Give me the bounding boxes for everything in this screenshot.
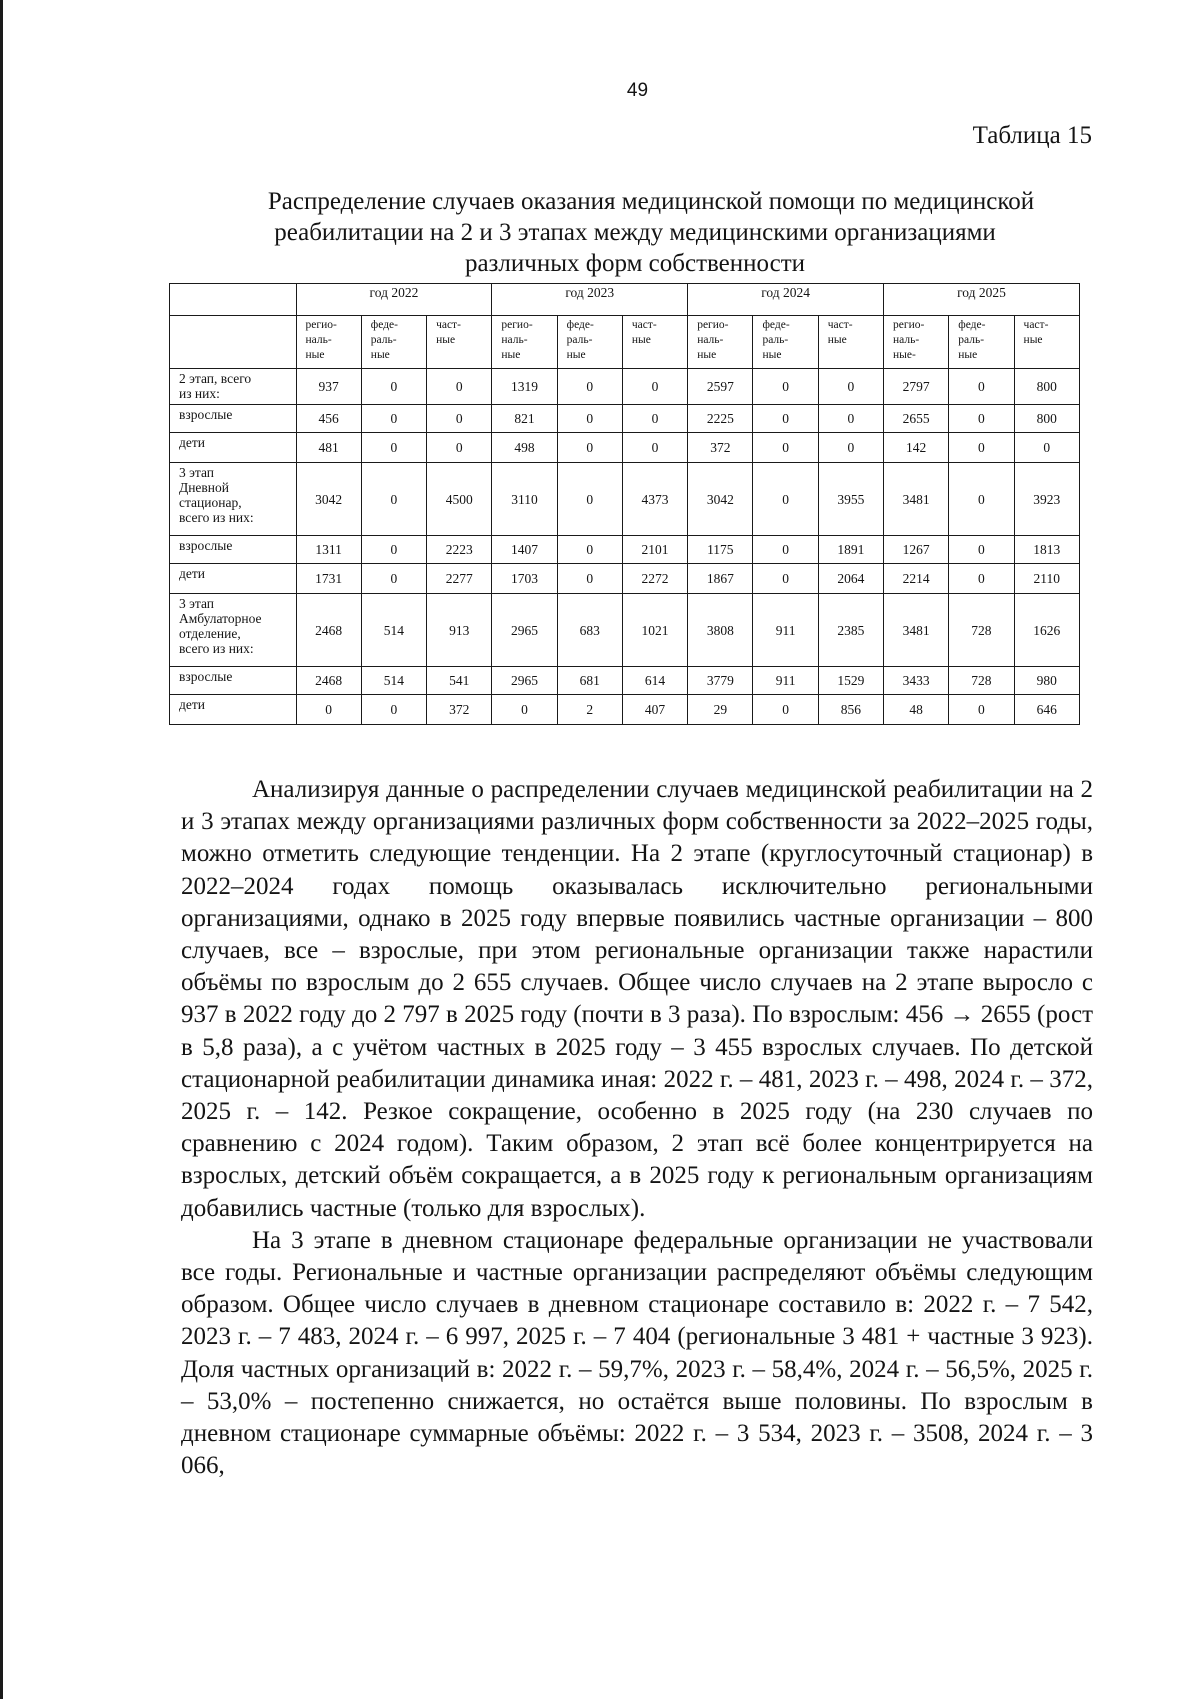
table-cell: 1021 [622,594,687,667]
table-cell: 0 [818,405,883,433]
corner-cell [170,316,297,369]
table-cell: 0 [361,433,426,463]
table-cell: 2214 [884,564,949,594]
table-cell: 3808 [688,594,753,667]
table-cell: 2110 [1014,564,1079,594]
table-cell: 937 [296,369,361,405]
ownership-header [557,316,622,369]
table-cell: 142 [884,433,949,463]
table-cell: 0 [753,564,818,594]
table-body [170,369,1080,725]
table-cell: 514 [361,667,426,695]
table-cell: 0 [361,463,426,536]
ownership-header-line: ные [436,334,456,346]
table-cell: 1311 [296,536,361,564]
table-cell: 0 [949,433,1014,463]
table-cell: 2272 [622,564,687,594]
table-cell: 0 [753,433,818,463]
year-header: год 2023 [492,284,688,316]
paragraph: Анализируя данные о распределении случаев медицинской реабилитации на 2 и 3 этапах между организациями различных форм собственности за 2022–2025 годы, можно отметить следующие тенденции. На 2 этапе (круглосуточный стационар) в 2022–2024 годах помощь оказывалась исключительно региональными организациями, однако в 2025 году впервые появились частные организации – 800 случаев, все – взрослые, при этом региональные организации также нарастили объёмы по взрослым до 2 655 случаев. Общее число случаев на 2 этапе выросло с 937 в 2022 году до 2 797 в 2025 году (почти в 3 раза). По взрослым: 456 → 2655 (рост в 5,8 раза), а с учётом частных в 2025 году – 3 455 взрослых случаев. По детской стационарной реабилитации динамика иная: 2022 г. – 481, 2023 г. – 498, 2024 г. – 372, 2025 г. – 142. Резкое сокращение, особенно в 2025 году (на 230 случаев по сравнению с 2024 годом). Таким образом, 2 этап всё более концентрируется на взрослых, детский объём сокращается, а в 2025 году к региональным организациям добавились частные (только для взрослых). [181,776,1093,1222]
table-cell: 48 [884,695,949,725]
row-label [170,695,297,725]
ownership-header-line: ные [566,349,586,361]
ownership-header-line: част- [1023,319,1049,331]
table-cell: 0 [361,564,426,594]
table-cell: 2225 [688,405,753,433]
row-label-line: отделение, [179,626,241,641]
table-cell: 0 [622,405,687,433]
table-cell: 1626 [1014,594,1079,667]
table-row [170,695,1080,725]
table-cell: 646 [1014,695,1079,725]
table-cell: 2277 [427,564,492,594]
corner-cell [170,284,297,316]
ownership-header-line: регио- [305,319,337,331]
table-cell: 0 [949,369,1014,405]
ownership-header-line: ные- [893,349,916,361]
page-edge-line [0,0,3,1699]
table-cell: 2223 [427,536,492,564]
table-cell: 0 [427,369,492,405]
ownership-header-line: регио- [893,319,925,331]
ownership-header-line: феде- [762,319,790,331]
table-cell: 498 [492,433,557,463]
table-cell: 0 [949,536,1014,564]
table-cell: 514 [361,594,426,667]
year-header: год 2024 [688,284,884,316]
table-cell: 3923 [1014,463,1079,536]
table-cell: 2385 [818,594,883,667]
table-cell: 2468 [296,667,361,695]
ownership-header-line: ные [305,349,325,361]
table-row [170,564,1080,594]
row-label [170,463,297,536]
ownership-header-line: част- [436,319,461,331]
table-cell: 614 [622,667,687,695]
table-cell: 3042 [296,463,361,536]
table-cell: 3955 [818,463,883,536]
ownership-header-line: ные [501,349,521,361]
ownership-header-line: ные [697,349,717,361]
table-cell: 911 [753,594,818,667]
table-cell: 0 [361,695,426,725]
table-cell: 913 [427,594,492,667]
row-label-line: дети [179,566,205,581]
ownership-header [361,316,426,369]
ownership-header-line: наль- [305,334,332,346]
table-cell: 0 [361,536,426,564]
ownership-header [296,316,361,369]
table-cell: 1319 [492,369,557,405]
table-cell: 0 [557,463,622,536]
table-cell: 1703 [492,564,557,594]
table-cell: 2965 [492,667,557,695]
table-cell: 2965 [492,594,557,667]
row-label-line: Дневной [179,480,229,495]
ownership-header [818,316,883,369]
ownership-header-line: наль- [893,334,920,346]
table-cell: 821 [492,405,557,433]
table-row [170,433,1080,463]
table-cell: 407 [622,695,687,725]
table-cell: 0 [949,695,1014,725]
table-cell: 0 [753,405,818,433]
row-label [170,405,297,433]
ownership-header-line: наль- [501,334,528,346]
row-label-line: Амбулаторное [179,611,262,626]
table-cell: 3779 [688,667,753,695]
table-cell: 1529 [818,667,883,695]
ownership-header-line: раль- [958,334,985,346]
table-cell: 728 [949,594,1014,667]
table-cell: 2 [557,695,622,725]
analysis-text [181,774,1093,1482]
table-cell: 541 [427,667,492,695]
ownership-header-line: ные [370,349,390,361]
table-row [170,369,1080,405]
row-label [170,594,297,667]
ownership-header [753,316,818,369]
row-label-line: взрослые [179,669,233,684]
ownership-header-line: раль- [370,334,397,346]
row-label [170,536,297,564]
row-label-line: из них: [179,386,220,401]
ownership-header [622,316,687,369]
table-cell: 1891 [818,536,883,564]
year-header: год 2022 [296,284,492,316]
row-label-line: взрослые [179,538,233,553]
table-cell: 0 [753,536,818,564]
ownership-header-line: ные [827,334,847,346]
table-cell: 0 [361,369,426,405]
ownership-header [949,316,1014,369]
table-cell: 0 [557,405,622,433]
ownership-header-line: феде- [370,319,398,331]
table-row [170,463,1080,536]
table-cell: 0 [361,405,426,433]
ownership-header [1014,316,1079,369]
table-cell: 3481 [884,463,949,536]
table-cell: 0 [557,536,622,564]
table-cell: 3110 [492,463,557,536]
table-cell: 0 [753,695,818,725]
table-cell: 0 [427,433,492,463]
ownership-header-line: ные [958,349,978,361]
table-cell: 2597 [688,369,753,405]
paragraph: На 3 этапе в дневном стационаре федеральные организации не участвовали все годы. Региональные и частные организации распределяют объёмы следующим образом. Общее число случаев в дневном стационаре составило в: 2022 г. – 7 542, 2023 г. – 7 483, 2024 г. – 6 997, 2025 г. – 7 404 (региональные 3 481 + частные 3 923). Доля частных организаций в: 2022 г. – 59,7%, 2023 г. – 58,4%, 2024 г. – 56,5%, 2025 г. – 53,0% – постепенно снижается, но остаётся выше половины. По взрослым в дневном стационаре суммарные объёмы: 2022 г. – 3 534, 2023 г. – 3508, 2024 г. – 3 066, [181,1226,1093,1480]
ownership-header-line: наль- [697,334,724,346]
ownership-header-row [170,316,1080,369]
table-cell: 0 [622,369,687,405]
table-cell: 3433 [884,667,949,695]
page-number: 49 [626,80,649,101]
table-row [170,536,1080,564]
table-cell: 911 [753,667,818,695]
table-cell: 0 [557,369,622,405]
row-label-line: дети [179,435,205,450]
ownership-header-line: феде- [958,319,986,331]
table-cell: 481 [296,433,361,463]
table-cell: 800 [1014,405,1079,433]
table-cell: 800 [1014,369,1079,405]
ownership-header-line: част- [631,319,657,331]
row-label-line: стационар, [179,495,242,510]
row-label [170,564,297,594]
table-cell: 0 [296,695,361,725]
table-title: Распределение случаев оказания медицинской помощи по медицинской реабилитации на 2 и 3 этапах между медицинскими организациями различных форм собственности [267,188,1035,277]
table-cell: 3481 [884,594,949,667]
table-cell: 2797 [884,369,949,405]
row-label [170,369,297,405]
ownership-header-line: част- [827,319,853,331]
ownership-header-line: феде- [566,319,594,331]
row-label [170,667,297,695]
table-cell: 0 [753,369,818,405]
table-cell: 2101 [622,536,687,564]
ownership-header-line: раль- [762,334,789,346]
ownership-header [492,316,557,369]
table-cell: 4373 [622,463,687,536]
table-cell: 0 [949,564,1014,594]
ownership-header-line: регио- [501,319,533,331]
year-header: год 2025 [884,284,1080,316]
table-cell: 4500 [427,463,492,536]
table-cell: 0 [622,433,687,463]
table-cell: 980 [1014,667,1079,695]
table-cell: 372 [427,695,492,725]
table-cell: 372 [688,433,753,463]
table-cell: 0 [949,405,1014,433]
table-cell: 1407 [492,536,557,564]
table-cell: 0 [753,463,818,536]
table-cell: 2655 [884,405,949,433]
row-label-line: 3 этап [179,465,215,480]
row-label-line: всего из них: [179,510,254,525]
table-cell: 0 [1014,433,1079,463]
row-label-line: 2 этап, всего [179,371,252,386]
table-cell: 0 [818,369,883,405]
row-label-line: дети [179,697,205,712]
year-header-row [170,284,1080,316]
table-row [170,667,1080,695]
row-label-line: взрослые [179,407,233,422]
table-cell: 0 [557,433,622,463]
ownership-header-line: ные [631,334,651,346]
table-row [170,594,1080,667]
ownership-header [427,316,492,369]
table-cell: 29 [688,695,753,725]
ownership-header-line: ные [1023,334,1043,346]
table-cell: 0 [949,463,1014,536]
row-label-line: всего из них: [179,641,254,656]
table-cell: 2064 [818,564,883,594]
table-cell: 2468 [296,594,361,667]
table-cell: 1867 [688,564,753,594]
table-cell: 0 [818,433,883,463]
table-cell: 0 [557,564,622,594]
table-cell: 0 [427,405,492,433]
table-cell: 683 [557,594,622,667]
table-cell: 1267 [884,536,949,564]
row-label-line: 3 этап [179,596,215,611]
table-label: Таблица 15 [972,122,1092,149]
table-cell: 0 [492,695,557,725]
ownership-header [884,316,949,369]
ownership-header-line: ные [762,349,782,361]
table-cell: 1175 [688,536,753,564]
table-row [170,405,1080,433]
ownership-header [688,316,753,369]
table-cell: 728 [949,667,1014,695]
table-cell: 1813 [1014,536,1079,564]
table-cell: 3042 [688,463,753,536]
ownership-header-line: регио- [697,319,729,331]
ownership-header-line: раль- [566,334,593,346]
row-label [170,433,297,463]
table-cell: 456 [296,405,361,433]
table-cell: 1731 [296,564,361,594]
rehabilitation-table [169,283,1080,725]
table-cell: 856 [818,695,883,725]
table-cell: 681 [557,667,622,695]
